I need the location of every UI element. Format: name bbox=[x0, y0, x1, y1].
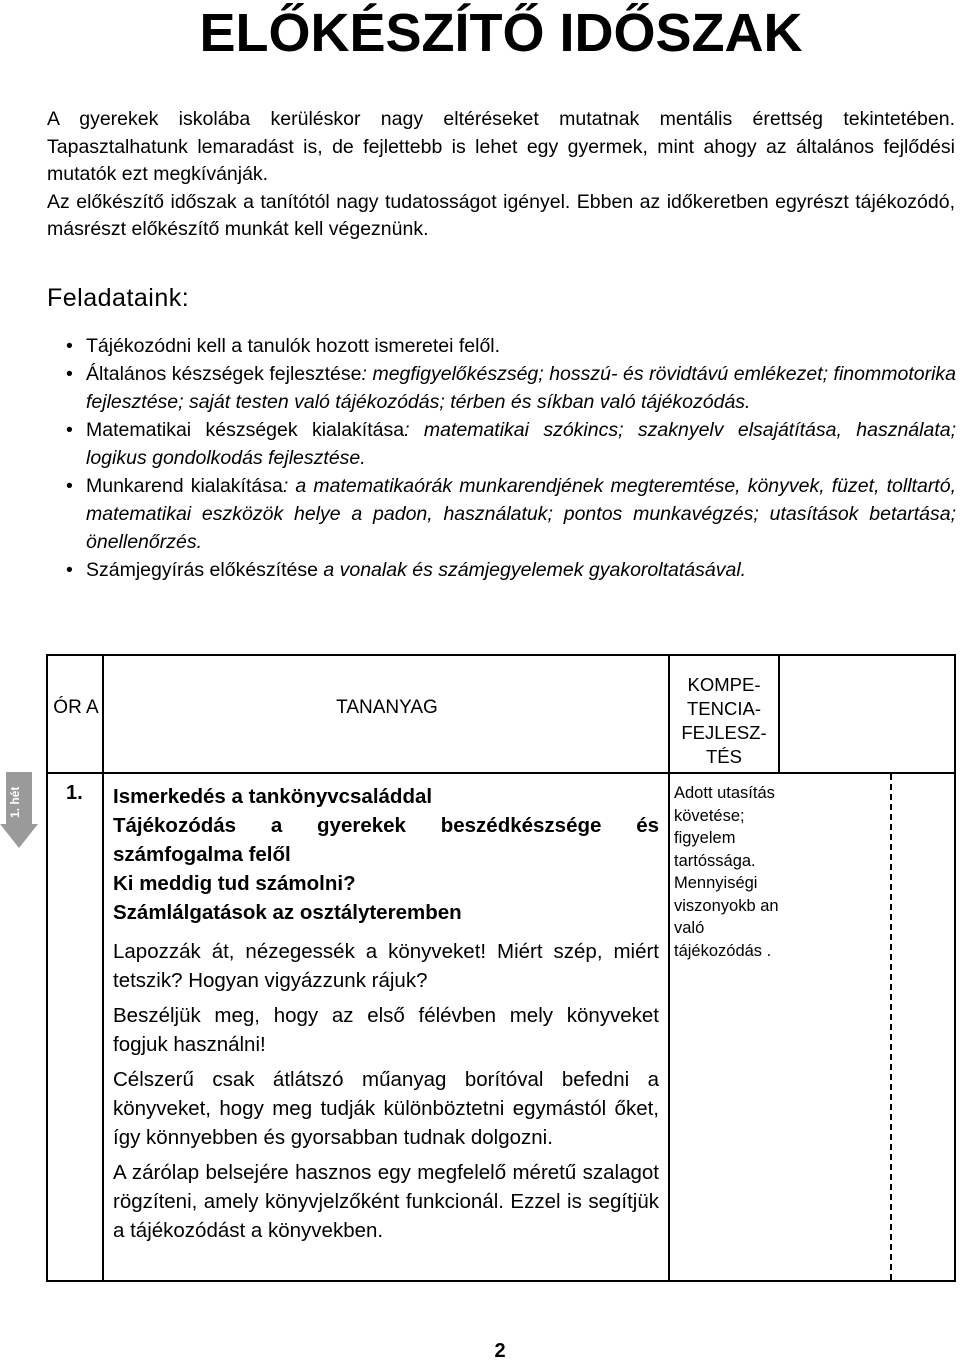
table-dashed-divider bbox=[890, 774, 892, 1280]
lesson-headline: Tájékozódás a gyerekek beszédkészsége és számfogalma felől bbox=[113, 814, 659, 866]
lesson-content bbox=[113, 782, 659, 1251]
header-tananyag: TANANYAG bbox=[336, 697, 438, 718]
task-item bbox=[66, 332, 956, 360]
task-detail: a vonalak és számjegyelemek gyakoroltatásával. bbox=[317, 559, 747, 581]
task-lead: Tájékozódni kell a tanulók hozott ismeretei felől. bbox=[86, 335, 501, 357]
task-detail: : a matematikaórák munkarendjének megteremtése, könyvek, füzet, tolltartó, matematikai eszközök helye a padon, használatuk; pontos munkavégzés; utasítások betartása; önellenőrzés. bbox=[86, 475, 956, 553]
header-ora: ÓR A bbox=[53, 697, 99, 718]
bullet-icon: • bbox=[66, 559, 73, 581]
bullet-icon: • bbox=[66, 475, 73, 497]
lesson-paragraph: A zárólap belsejére hasznos egy megfelelő méretű szalagot rögzíteni, amely könyvjelzőként funkcionál. Ezzel is segítjük a tájékozódást a könyvekben. bbox=[113, 1161, 659, 1242]
competence-text: Adott utasítás követése; figyelem tartóssága. Mennyiségi viszonyokb an való tájékozódás . bbox=[674, 784, 779, 960]
bullet-icon: • bbox=[66, 419, 73, 441]
tasks-heading: Feladataink: bbox=[47, 284, 190, 312]
task-item bbox=[66, 416, 956, 472]
lesson-table bbox=[46, 654, 956, 1282]
lesson-paragraph: Lapozzák át, nézegessék a könyveket! Miért szép, miért tetszik? Hogyan vigyázzunk rájuk? bbox=[113, 940, 659, 992]
table-divider bbox=[102, 656, 104, 1280]
header-kompetencia: KOMPE- TENCIA- FEJLESZ- TÉS bbox=[681, 674, 767, 767]
table-divider bbox=[778, 656, 780, 774]
task-lead: Matematikai készségek kialakítása bbox=[86, 419, 405, 441]
task-item bbox=[66, 556, 956, 584]
task-lead: Számjegyírás előkészítése bbox=[86, 559, 318, 581]
bullet-icon: • bbox=[66, 335, 73, 357]
task-lead: Általános készségek fejlesztése bbox=[86, 363, 362, 385]
task-item bbox=[66, 360, 956, 416]
tasks-list bbox=[66, 332, 956, 584]
lesson-number: 1. bbox=[66, 782, 83, 804]
lesson-headlines bbox=[113, 782, 659, 927]
intro-text bbox=[47, 106, 955, 244]
lesson-headline: Ismerkedés a tankönyvcsaláddal bbox=[113, 785, 433, 808]
task-lead: Munkarend kialakítása bbox=[86, 475, 283, 497]
week-label: 1. hét bbox=[8, 786, 22, 818]
bullet-icon: • bbox=[66, 363, 73, 385]
lesson-paragraph: Beszéljük meg, hogy az első félévben mely könyveket fogjuk használni! bbox=[113, 1004, 659, 1056]
lesson-paragraph: Célszerű csak átlátszó műanyag borítóval befedni a könyveket, hogy meg tudják különböztetni egymástól őket, így könnyebben és gyorsabban tudnak dolgozni. bbox=[113, 1068, 659, 1149]
table-header-divider bbox=[48, 772, 954, 774]
task-item bbox=[66, 472, 956, 556]
task-detail: : matematikai szókincs; szaknyelv elsajátítása, használata; logikus gondolkodás fejlesztése. bbox=[86, 419, 956, 469]
page-title: ELŐKÉSZÍTŐ IDŐSZAK bbox=[199, 3, 803, 63]
intro-paragraph: Az előkészítő időszak a tanítótól nagy tudatosságot igényel. Ebben az időkeretben egyrészt tájékozódó, másrészt előkészítő munkát kell végeznünk. bbox=[47, 190, 955, 240]
task-detail: : megfigyelőkészség; hosszú- és rövidtávú emlékezet; finommotorika fejlesztése; saját testen való tájékozódás; térben és síkban való tájékozódás. bbox=[86, 363, 956, 413]
page-number: 2 bbox=[494, 1340, 506, 1362]
intro-paragraph: A gyerekek iskolába kerüléskor nagy eltéréseket mutatnak mentális érettség tekintetében. Tapasztalhatunk lemaradást is, de fejlettebb is lehet egy gyermek, mint ahogy az általános fejlődési mutatók ezt megkívánják. bbox=[47, 108, 955, 185]
lesson-headline: Ki meddig tud számolni? bbox=[113, 872, 356, 895]
lesson-headline: Számlálgatások az osztályteremben bbox=[113, 901, 462, 924]
